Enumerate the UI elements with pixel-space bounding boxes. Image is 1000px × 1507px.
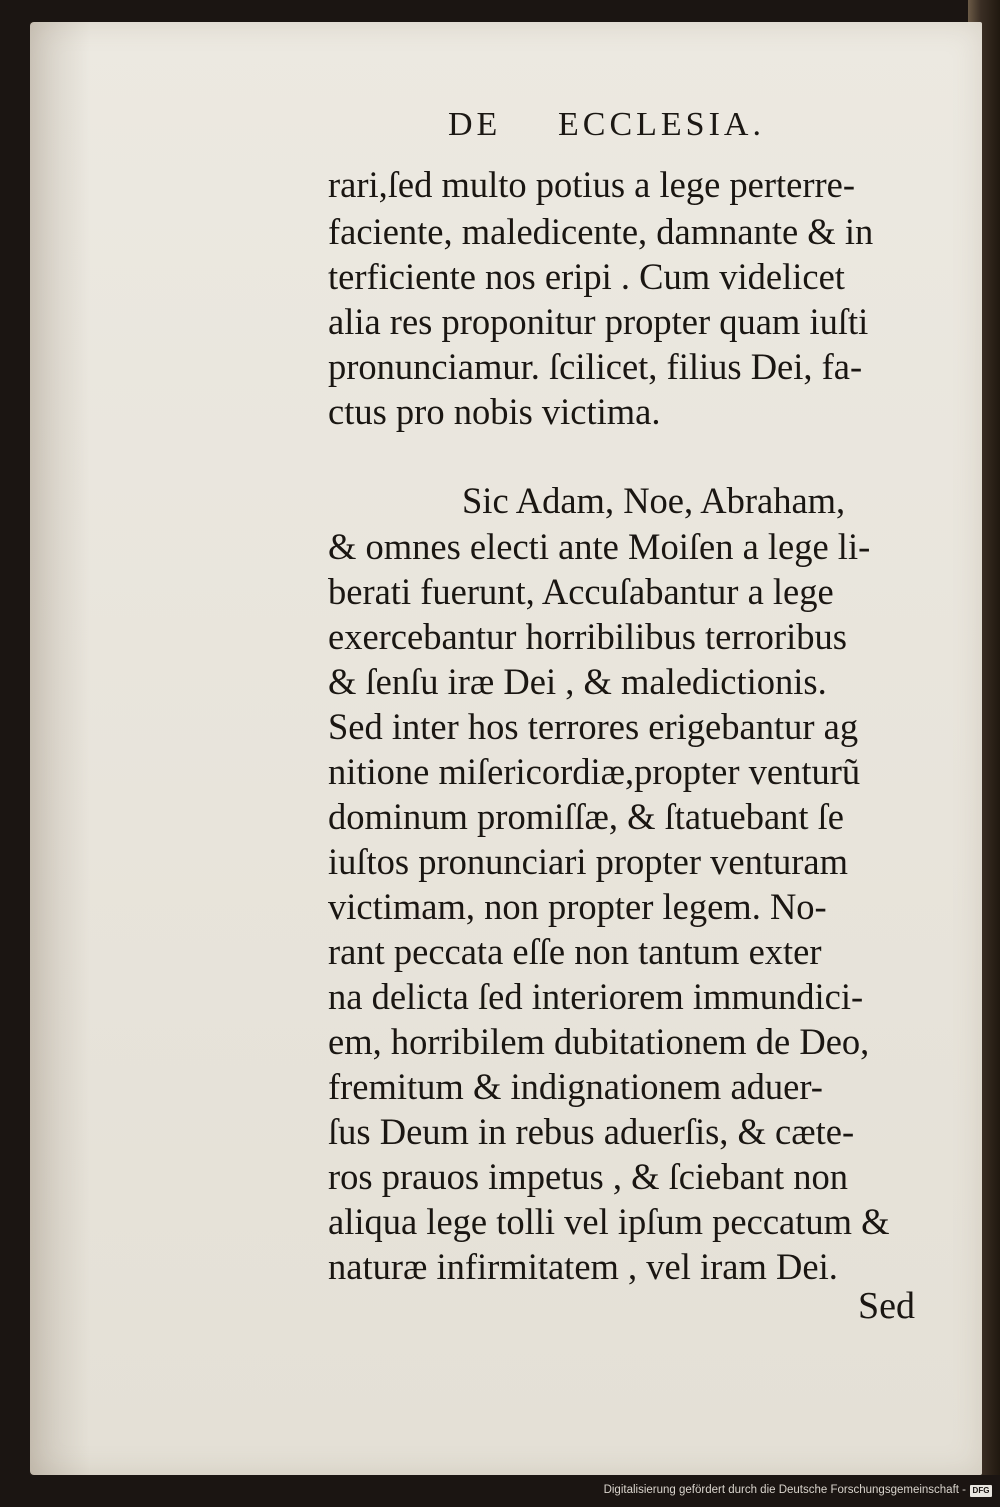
text-line: Sic Adam, Noe, Abraham, [462,480,846,521]
text-line: na delicta ſed interiorem immundici- [328,976,864,1017]
text-line: ctus pro nobis victima. [328,391,661,432]
text-line: victimam, non propter legem. No- [328,886,827,927]
dfg-logo: DFG [970,1485,992,1497]
catchword: Sed [858,1285,915,1327]
header-word-de: DE [448,106,502,143]
text-line: terficiente nos eripi . Cum videlicet [328,256,845,297]
text-line: ros prauos impetus , & ſciebant non [328,1156,849,1197]
text-line: em, horribilem dubitationem de Deo, [328,1021,870,1062]
text-line: berati fuerunt, Accuſabantur a lege [328,571,834,612]
text-line: dominum promiſſæ, & ſtatuebant ſe [328,796,845,837]
text-line: & omnes electi ante Moiſen a lege li- [328,526,871,567]
footer-credit: Digitalisierung gefördert durch die Deutsche Forschungsgemeinschaft - [603,1484,966,1496]
text-line: ſus Deum in rebus aduerſis, & cæte- [328,1111,855,1152]
text-line: nitione miſericordiæ,propter venturũ [328,751,861,792]
text-line: Sed inter hos terrores erigebantur ag [328,706,859,747]
text-line: fremitum & indignationem aduer- [328,1066,823,1107]
text-line: pronunciamur. ſcilicet, filius Dei, fa- [328,346,863,387]
footer-bar [0,1475,1000,1507]
text-line: rari,ſed multo potius a lege perterre- [328,164,856,205]
text-line: aliqua lege tolli vel ipſum peccatum & [328,1201,890,1242]
text-line: & ſenſu iræ Dei , & maledictionis. [328,661,827,702]
header-word-ecclesia: ECCLESIA. [558,106,765,143]
text-line: exercebantur horribilibus terroribus [328,616,847,657]
text-line: iuſtos pronunciari propter venturam [328,841,848,882]
text-line: alia res proponitur propter quam iuſti [328,301,869,342]
text-line: faciente, maledicente, damnante & in [328,211,874,252]
text-line: naturæ infirmitatem , vel iram Dei. [328,1246,838,1287]
running-header [448,106,868,146]
text-line: rant peccata eſſe non tantum exter [328,931,822,972]
